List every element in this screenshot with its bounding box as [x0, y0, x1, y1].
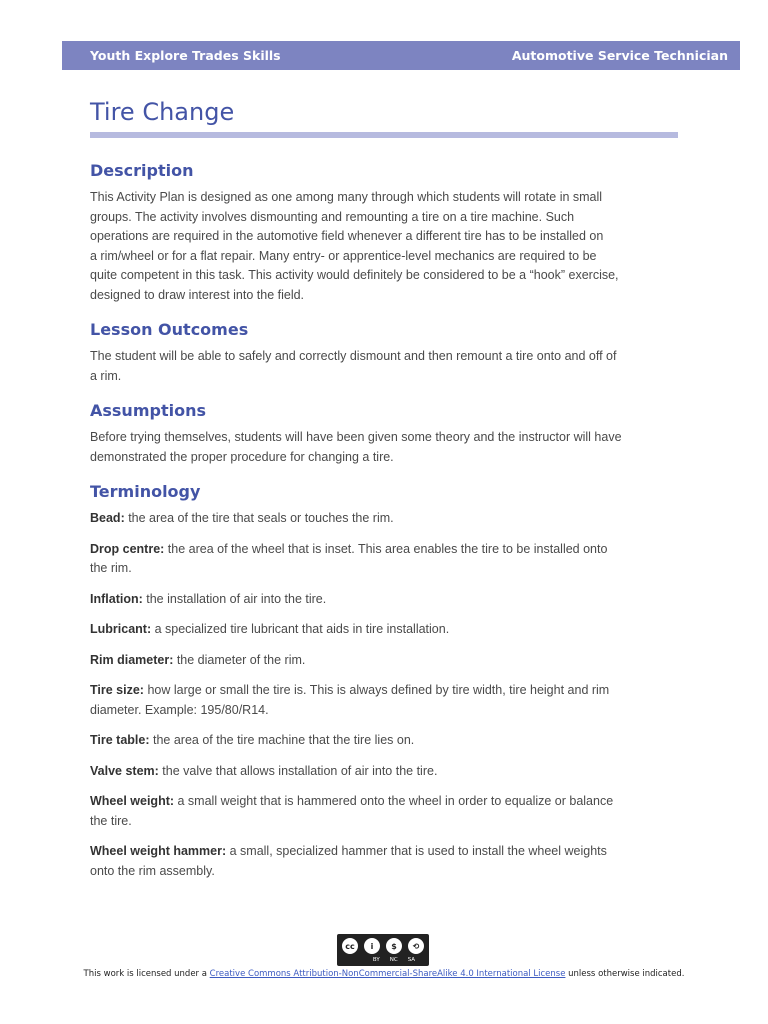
term-wheel-weight: [90, 792, 680, 831]
term-name: Drop centre:: [90, 541, 165, 556]
term-definition: the area of the tire machine that the tire lies on.: [149, 733, 415, 747]
license-notice: [0, 969, 768, 979]
term-definition: the installation of air into the tire.: [142, 591, 327, 606]
term-name: Tire size:: [90, 683, 144, 697]
term-bead: [90, 509, 680, 529]
text-line: The student will be able to safely and correctly dismount and then remount a tire onto and off of: [90, 349, 617, 363]
term-lubricant: [90, 620, 680, 640]
description-paragraph: [90, 188, 680, 305]
header-bar: [62, 41, 740, 70]
term-name: Wheel weight:: [90, 794, 175, 808]
text-line: This Activity Plan is designed as one among many through which students will rotate in small: [90, 190, 603, 204]
outcomes-paragraph: [90, 347, 680, 386]
term-name: Lubricant:: [90, 622, 152, 636]
term-drop-centre: [90, 540, 680, 579]
term-definition: a specialized tire lubricant that aids in tire installation.: [151, 622, 450, 636]
header-trade: Automotive Service Technician: [511, 48, 728, 63]
terminology-heading: Terminology: [90, 482, 201, 501]
cc-icon: cc: [340, 936, 360, 956]
attribution-icon: i: [362, 936, 382, 956]
term-definition: onto the rim assembly.: [90, 863, 215, 878]
sharealike-icon: ⟲: [406, 936, 426, 956]
term-definition: the diameter of the rim.: [173, 652, 306, 667]
term-name: Valve stem:: [90, 763, 159, 778]
text-line: Before trying themselves, students will have been given some theory and the instructor will have: [90, 430, 622, 444]
term-name: Rim diameter:: [90, 652, 174, 667]
license-prefix: This work is licensed under a: [83, 969, 210, 979]
term-definition: the rim.: [90, 561, 132, 575]
header-program: Youth Explore Trades Skills: [90, 48, 281, 63]
term-tire-size: [90, 681, 680, 720]
term-name: Inflation:: [90, 591, 143, 606]
term-tire-table: [90, 731, 680, 751]
term-definition: a small weight that is hammered onto the wheel in order to equalize or balance: [174, 794, 614, 808]
term-wheel-weight-hammer: [90, 842, 680, 881]
term-definition: the area of the wheel that is inset. This area enables the tire to be installed onto: [164, 541, 608, 556]
document-body: [90, 150, 680, 892]
text-line: designed to draw interest into the field.: [90, 287, 305, 302]
license-link[interactable]: Creative Commons Attribution-NonCommercial-ShareAlike 4.0 International License: [209, 969, 566, 979]
assumptions-paragraph: [90, 428, 680, 467]
badge-label-sa: SA: [407, 957, 416, 963]
text-line: operations are required in the automotive field whenever a different tire has to be installed on: [90, 229, 604, 243]
term-definition: a small, specialized hammer that is used to install the wheel weights: [226, 844, 607, 858]
badge-icons: [340, 936, 426, 956]
title-rule: [90, 132, 678, 138]
noncommercial-icon: $: [384, 936, 404, 956]
text-line: a rim/wheel or for a flat repair. Many entry- or apprentice-level mechanics are required to be: [90, 248, 597, 263]
term-definition: the area of the tire that seals or touches the rim.: [124, 511, 394, 525]
page-title: Tire Change: [90, 98, 235, 126]
license-suffix: unless otherwise indicated.: [565, 969, 685, 979]
description-heading: Description: [90, 161, 194, 180]
assumptions-heading: Assumptions: [90, 401, 206, 420]
term-definition: how large or small the tire is. This is always defined by tire width, tire height and rim: [143, 683, 610, 697]
badge-labels: [373, 956, 415, 964]
text-line: quite competent in this task. This activity would definitely be considered to be a “hook” exercise,: [90, 268, 619, 282]
term-name: Tire table:: [90, 733, 150, 747]
term-inflation: [90, 590, 680, 610]
term-name: Bead:: [90, 511, 125, 525]
term-valve-stem: [90, 762, 680, 782]
term-definition: the tire.: [90, 813, 132, 828]
outcomes-heading: Lesson Outcomes: [90, 320, 249, 339]
term-rim-diameter: [90, 651, 680, 671]
term-definition: diameter. Example: 195/80/R14.: [90, 702, 269, 717]
text-line: groups. The activity involves dismounting and remounting a tire on a tire machine. Such: [90, 209, 575, 224]
term-name: Wheel weight hammer:: [90, 844, 227, 858]
term-definition: the valve that allows installation of air into the tire.: [158, 763, 438, 778]
badge-label-nc: NC: [389, 957, 398, 963]
badge-label-by: BY: [372, 957, 380, 963]
text-line: a rim.: [90, 368, 122, 383]
text-line: demonstrated the proper procedure for changing a tire.: [90, 449, 394, 464]
cc-license-badge[interactable]: [337, 934, 429, 966]
